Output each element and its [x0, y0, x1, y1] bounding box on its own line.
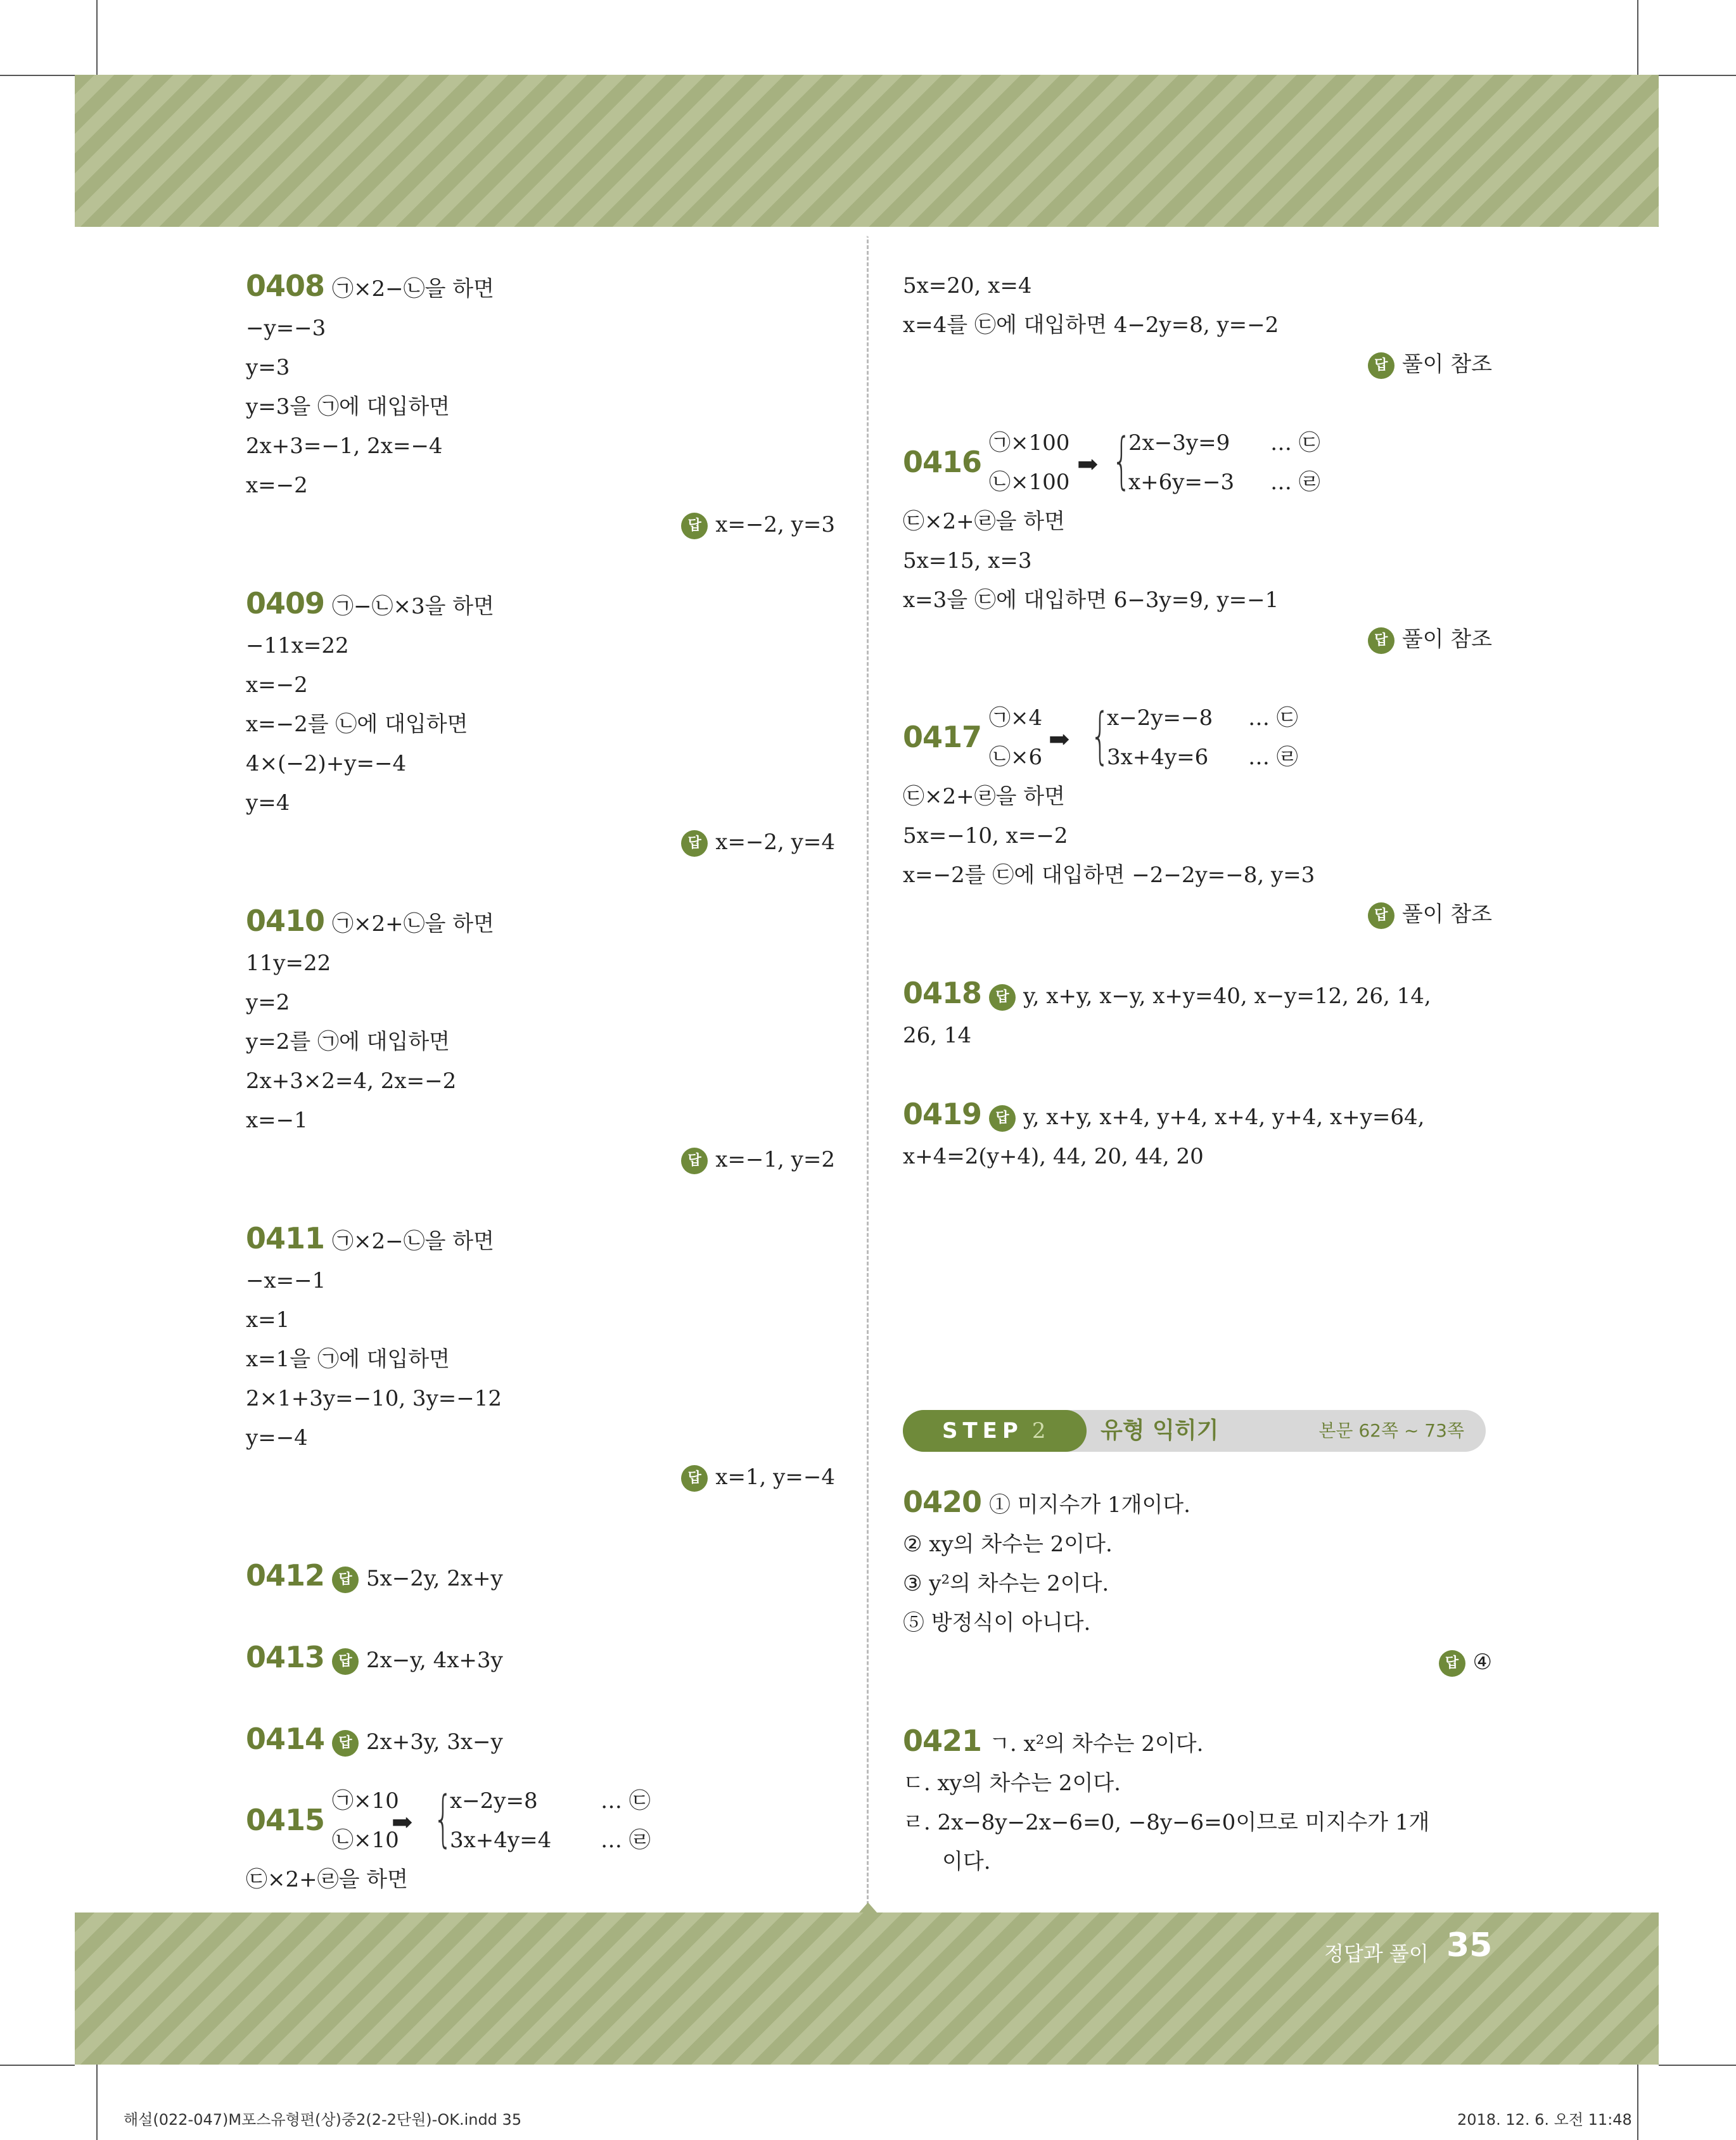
- answer-badge: 답: [1368, 627, 1395, 654]
- problem-number: 0412: [246, 1558, 325, 1592]
- problem-0414: 0414 답 2x+3y, 3x−y: [246, 1700, 835, 1781]
- brace-icon: {: [433, 1783, 453, 1854]
- problem-number: 0414: [246, 1722, 325, 1756]
- problem-0413: 0413 답 2x−y, 4x+3y: [246, 1618, 835, 1700]
- answer-line: 답 x=−1, y=2: [246, 1140, 835, 1179]
- problem-number: 0421: [903, 1724, 982, 1758]
- problem-0416: 0416 ㉠×100 ㉡×100 ➡ { 2x−3y=9 x+6y=−3 … ㉢ … ㉣: [903, 425, 1320, 496]
- crop-mark: [1637, 0, 1638, 75]
- brace-icon: {: [1112, 425, 1132, 496]
- answer-badge: 답: [989, 984, 1016, 1011]
- answer-line: 답 x=−2, y=4: [246, 823, 835, 862]
- arrow-right-icon: ➡: [392, 1808, 413, 1837]
- step-title: 유형 익히기: [1101, 1418, 1219, 1444]
- problem-0415: 0415 ㉠×10 ㉡×10 ➡ { x−2y=8 3x+4y=4 … ㉢ … ㉣: [246, 1783, 651, 1854]
- problem-number: 0415: [246, 1803, 325, 1837]
- problem-0420: 0420 ① 미지수가 1개이다. ② xy의 차수는 2이다. ③ y²의 차수는 2이다. ⑤ 방정식이 아니다. 답 ④: [903, 1482, 1492, 1682]
- problem-number: 0408: [246, 269, 325, 303]
- problem-0411: 0411 ㉠×2−㉡을 하면 −x=−1 x=1 x=1을 ㉠에 대입하면 2×1+3y=−10, 3y=−12 y=−4 답 x=1, y=−4: [246, 1219, 835, 1497]
- answer-line: 답 x=1, y=−4: [246, 1458, 835, 1497]
- problem-number: 0417: [903, 720, 982, 754]
- footer-label: 정답과 풀이: [1324, 1942, 1429, 1966]
- problem-0409: 0409 ㉠−㉡×3을 하면 −11x=22 x=−2 x=−2를 ㉡에 대입하면 4×(−2)+y=−4 y=4 답 x=−2, y=4: [246, 584, 835, 862]
- date-slug: 2018. 12. 6. 오전 11:48: [1457, 2111, 1632, 2129]
- header-band: [75, 75, 1659, 227]
- crop-mark: [1637, 2065, 1638, 2140]
- step-banner: [903, 1410, 1486, 1452]
- crop-mark: [1659, 75, 1736, 76]
- left-column: 0408 ㉠×2−㉡을 하면 −y=−3 y=3 y=3을 ㉠에 대입하면 2x+3=−1, 2x=−4 x=−2 답 x=−2, y=3 0409 ㉠−㉡×3을 하면 −11x=22 x=−2 x=−2를 ㉡에 대입하면 4×(−2)+y=−4 y=4 답 x=−2, y=4 0410 ㉠×2+㉡을 하면 11y=22 y=2 y=2를 ㉠에 대입하면 2x+3×2=4, 2x=−2 x=−1 답 x=−1, y=2 0411 ㉠×2−㉡을 하면 −x=−1 x=1 x=1을 ㉠에 대입하면 2×1+3y=−10, 3y=−12 y=−4 답 x=1, y=−4 0412 답 5x−2y, 2x+y 0413 답 2x−y, 4x+3y 0414 답 2x+3y, 3x−y 0415 ㉠×10 ㉡×10 ➡ { x−2y=8 3x+4y=4 … ㉢ … ㉣ ㉢×2+㉣을 하면: [246, 266, 835, 1899]
- answer-badge: 답: [681, 830, 708, 857]
- step-page-ref: 본문 62쪽 ~ 73쪽: [1318, 1420, 1464, 1441]
- answer-line: 답 풀이 참조: [903, 895, 1492, 934]
- problem-0419: 0419 답 y, x+y, x+4, y+4, x+4, y+4, x+y=64, x+4=2(y+4), 44, 20, 44, 20: [903, 1094, 1492, 1176]
- answer-badge: 답: [332, 1730, 359, 1757]
- answer-badge: 답: [681, 1465, 708, 1492]
- problem-0418: 0418 답 y, x+y, x−y, x+y=40, x−y=12, 26, 14, 26, 14: [903, 973, 1492, 1055]
- problem-0412: 0412 답 5x−2y, 2x+y: [246, 1536, 835, 1618]
- right-column: 5x=20, x=4 x=4를 ㉢에 대입하면 4−2y=8, y=−2 답 풀이 참조 0416 ㉠×100 ㉡×100 ➡ { 2x−3y=9 x+6y=−3 … ㉢ … ㉣ ㉢×2+㉣을 하면 5x=15, x=3 x=3을 ㉢에 대입하면 6−3y=9, y=−1 답 풀이 참조 0417 ㉠×4 ㉡×6 ➡ { x−2y=−8 3x+4y=6 … ㉢ … ㉣ ㉢×2+㉣을 하면 5x=−10, x=−2 x=−2를 ㉢에 대입하면 −2−2y=−8, y=3 답 풀이 참조 0418 답 y, x+y, x−y, x+y=40, x−y=12, 26, 14, 26, 14 0419 답 y, x+y, x+4, y+4, x+4, y+4, x+y=64, x+4=2(y+4), 44, 20, 44, 20: [903, 266, 1492, 1176]
- problem-0415-continued: 5x=20, x=4 x=4를 ㉢에 대입하면 4−2y=8, y=−2 답 풀이 참조: [903, 266, 1492, 384]
- answer-badge: 답: [332, 1567, 359, 1593]
- answer-badge: 답: [989, 1105, 1016, 1132]
- divider-notch: [859, 227, 877, 237]
- arrow-right-icon: ➡: [1049, 725, 1070, 754]
- problem-number: 0416: [903, 445, 982, 479]
- file-slug: 해설(022-047)M포스유형편(상)중2(2-2단원)-OK.indd 35: [124, 2111, 522, 2129]
- answer-line: 답 풀이 참조: [903, 345, 1492, 384]
- problem-number: 0410: [246, 904, 325, 938]
- column-divider: [867, 228, 869, 1911]
- problem-number: 0419: [903, 1097, 982, 1131]
- step-pill: STEP 2: [903, 1410, 1087, 1452]
- crop-mark: [0, 75, 75, 76]
- arrow-right-icon: ➡: [1077, 450, 1099, 479]
- crop-mark: [0, 2065, 75, 2066]
- brace-icon: {: [1090, 700, 1110, 771]
- answer-badge: 답: [681, 513, 708, 539]
- crop-mark: [1659, 2065, 1736, 2066]
- crop-mark: [96, 0, 98, 75]
- problem-0417: 0417 ㉠×4 ㉡×6 ➡ { x−2y=−8 3x+4y=6 … ㉢ … ㉣: [903, 700, 1298, 771]
- problem-0410: 0410 ㉠×2+㉡을 하면 11y=22 y=2 y=2를 ㉠에 대입하면 2x+3×2=4, 2x=−2 x=−1 답 x=−1, y=2: [246, 901, 835, 1179]
- answer-line: 답 ④: [903, 1643, 1492, 1682]
- problem-number: 0413: [246, 1640, 325, 1674]
- answer-badge: 답: [332, 1648, 359, 1675]
- right-column-lower: [903, 1482, 1492, 1881]
- answer-badge: 답: [1368, 352, 1395, 379]
- answer-badge: 답: [681, 1148, 708, 1174]
- problem-number: 0418: [903, 976, 982, 1010]
- page-number: 35: [1446, 1926, 1493, 1964]
- crop-mark: [96, 2065, 98, 2140]
- answer-badge: 답: [1368, 902, 1395, 929]
- problem-0421: 0421 ㄱ. x²의 차수는 2이다. ㄷ. xy의 차수는 2이다. ㄹ. 2x−8y−2x−6=0, −8y−6=0이므로 미지수가 1개 이다.: [903, 1721, 1492, 1881]
- problem-number: 0411: [246, 1221, 325, 1255]
- problem-number: 0409: [246, 586, 325, 620]
- footer-band: [75, 1913, 1659, 2065]
- answer-badge: 답: [1439, 1650, 1465, 1677]
- problem-0408: 0408 ㉠×2−㉡을 하면 −y=−3 y=3 y=3을 ㉠에 대입하면 2x+3=−1, 2x=−4 x=−2 답 x=−2, y=3: [246, 266, 835, 544]
- answer-line: 답 풀이 참조: [903, 620, 1492, 659]
- answer-line: 답 x=−2, y=3: [246, 505, 835, 544]
- problem-number: 0420: [903, 1485, 982, 1519]
- divider-notch: [859, 1902, 877, 1913]
